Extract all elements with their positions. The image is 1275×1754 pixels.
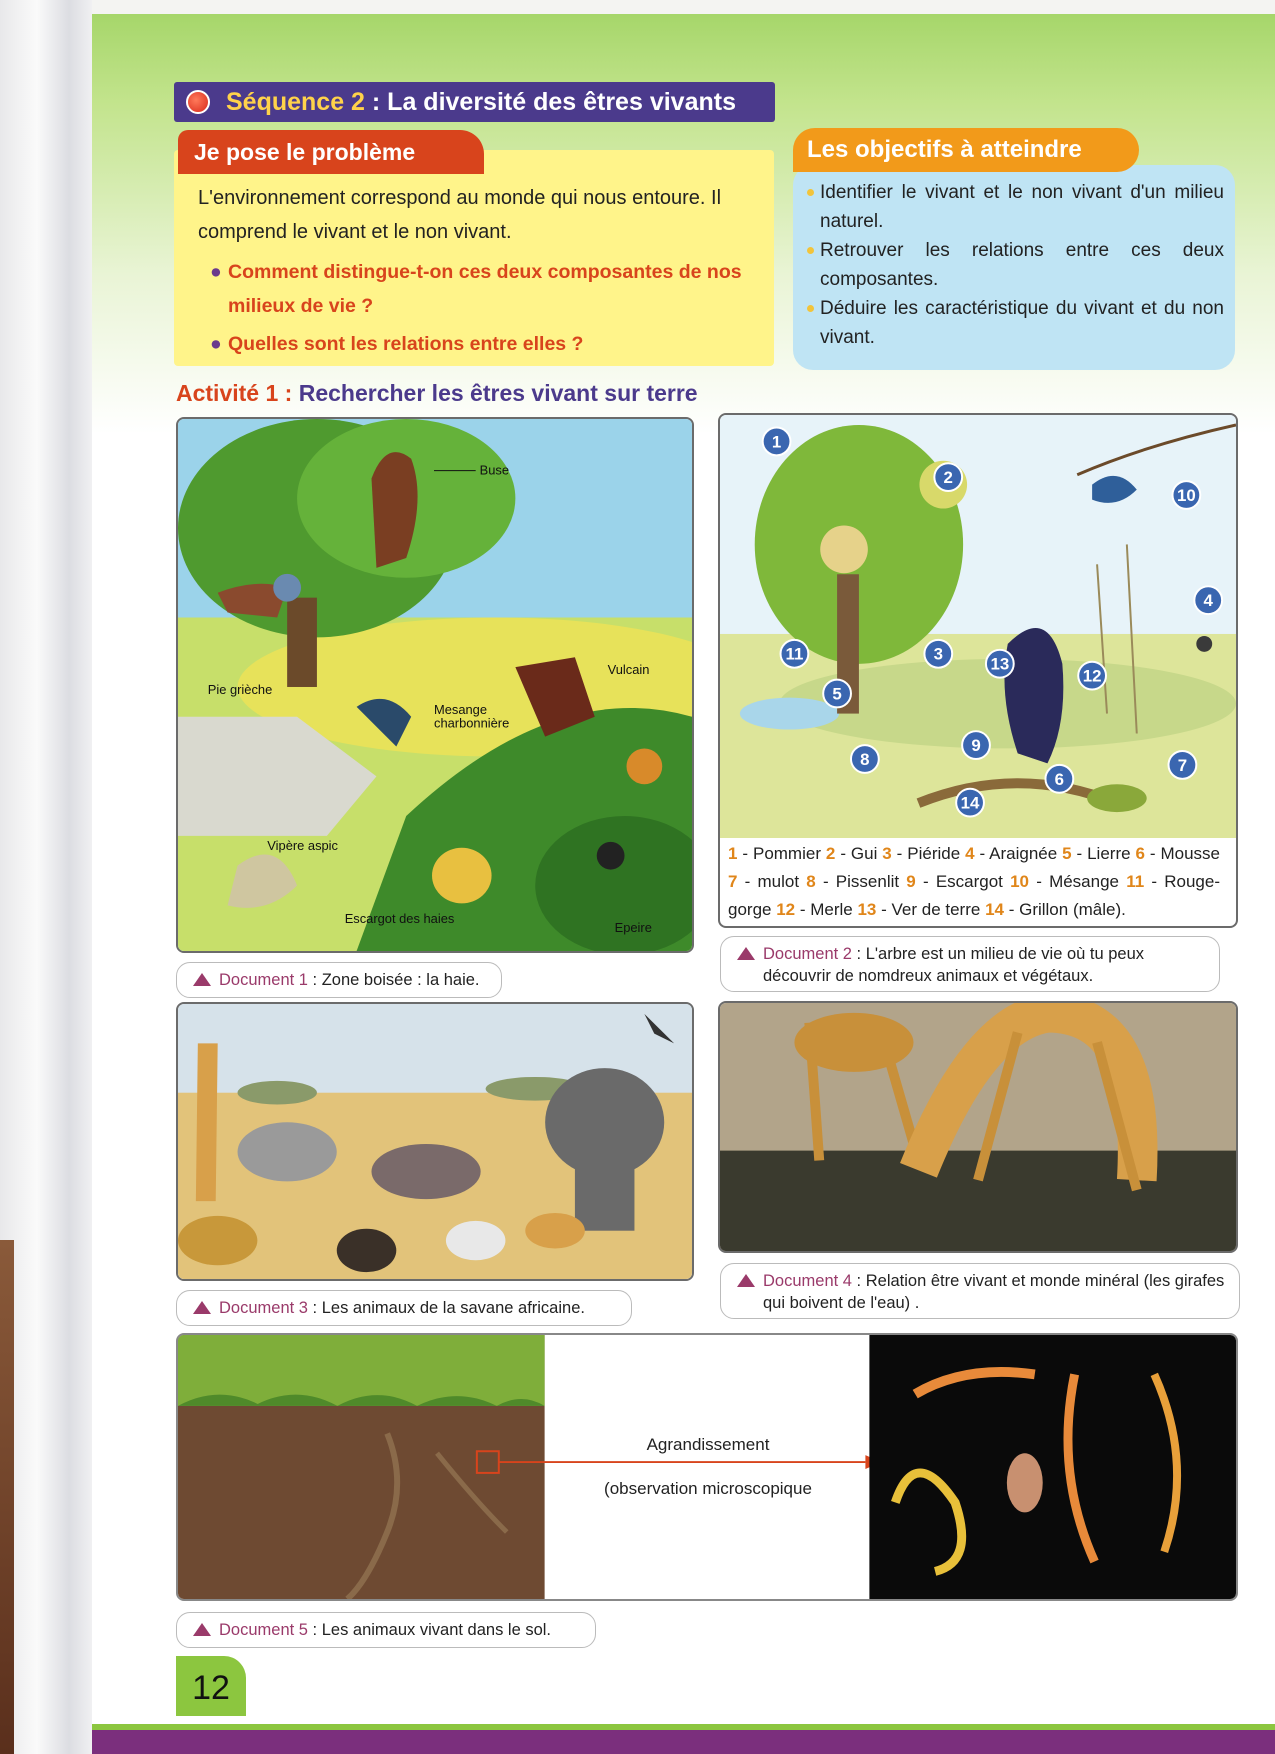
number-marker-1 xyxy=(763,428,791,456)
svg-text:9: 9 xyxy=(971,736,981,756)
probleme-intro: L'environnement correspond au monde qui nous entoure. Il comprend le vivant et le non vivant. xyxy=(198,187,722,243)
objectif-item: Déduire les caractéristique du vivant et du non vivant. xyxy=(806,294,1224,352)
svg-text:14: 14 xyxy=(960,793,980,813)
number-marker-14 xyxy=(956,789,984,817)
legend-text: - Mésange xyxy=(1029,872,1127,891)
caption-doc-label: Document 2 xyxy=(763,945,852,963)
probleme-tab: Je pose le problème xyxy=(178,130,484,174)
objectif-item: Identifier le vivant et le non vivant d'un milieu naturel. xyxy=(806,178,1224,236)
caption-triangle-icon xyxy=(737,1274,755,1287)
sequence-label: Séquence 2 xyxy=(226,88,365,116)
probleme-question-1 xyxy=(210,255,776,323)
sequence-separator: : xyxy=(364,88,381,116)
legend-number: 10 xyxy=(1010,872,1030,891)
activite-title xyxy=(176,380,698,407)
legend-text: - Grillon (mâle). xyxy=(1003,900,1126,919)
number-marker-13 xyxy=(986,650,1014,678)
svg-text:2: 2 xyxy=(943,468,953,488)
legend-number: 1 xyxy=(728,844,738,863)
sequence-banner xyxy=(174,82,775,122)
svg-text:3: 3 xyxy=(933,644,944,664)
svg-text:13: 13 xyxy=(990,654,1010,674)
caption-text: : Les animaux vivant dans le sol. xyxy=(307,1621,552,1639)
objectifs-tab: Les objectifs à atteindre xyxy=(793,128,1139,172)
caption-triangle-icon xyxy=(193,1623,211,1636)
legend-text: - Gui xyxy=(835,844,883,863)
caption-triangle-icon xyxy=(737,947,755,960)
caption-doc-label: Document 5 xyxy=(219,1621,308,1639)
legend-number: 3 xyxy=(882,844,892,863)
legend-number: 5 xyxy=(1062,844,1072,863)
legend-number: 11 xyxy=(1126,872,1145,891)
objectif-item: Retrouver les relations entre ces deux composantes. xyxy=(806,236,1224,294)
document-4-image xyxy=(718,1001,1238,1253)
legend-text: - Lierre xyxy=(1071,844,1136,863)
document-3-caption xyxy=(176,1290,632,1326)
legend-text: - Araignée xyxy=(974,844,1063,863)
label-pie-grieche: Pie grièche xyxy=(207,681,273,697)
legend-number: 2 xyxy=(825,844,836,863)
number-marker-12 xyxy=(1078,662,1106,690)
sequence-dot-icon xyxy=(186,90,210,114)
page-number: 12 xyxy=(176,1656,246,1716)
probleme-question-2 xyxy=(210,327,776,361)
book-edge xyxy=(0,1240,14,1754)
number-marker-3 xyxy=(924,640,952,668)
document-5-image xyxy=(176,1333,1238,1601)
caption-text: : L'arbre est un milieu de vie où tu peux découvrir de nomdreux animaux et végétaux. xyxy=(763,945,1145,985)
label-mesange-2: charbonnière xyxy=(434,715,510,731)
number-marker-6 xyxy=(1045,765,1073,793)
document-5-caption xyxy=(176,1612,596,1648)
activite-label: Activité 1 : xyxy=(176,380,293,406)
number-marker-4 xyxy=(1194,586,1222,614)
legend-number: 6 xyxy=(1135,844,1145,863)
caption-triangle-icon xyxy=(193,1301,211,1314)
svg-text:12: 12 xyxy=(1082,666,1102,686)
label-vipere: Vipère aspic xyxy=(267,837,339,853)
document-2-caption xyxy=(720,936,1220,992)
legend-text: - Pissenlit xyxy=(815,872,907,891)
caption-doc-label: Document 1 xyxy=(219,971,308,989)
svg-text:7: 7 xyxy=(1177,755,1188,775)
document-3-image xyxy=(176,1002,694,1281)
label-mesange-1: Mesange xyxy=(434,701,488,717)
legend-text: - Pommier xyxy=(737,844,826,863)
number-marker-10 xyxy=(1172,481,1200,509)
legend-text: - Escargot xyxy=(915,872,1011,891)
legend-text: - mulot xyxy=(737,872,807,891)
number-marker-7 xyxy=(1169,751,1197,779)
svg-text:8: 8 xyxy=(860,749,870,769)
number-marker-8 xyxy=(851,745,879,773)
legend-text: - Ver de terre xyxy=(876,900,986,919)
label-epeire: Epeire xyxy=(614,920,652,936)
number-marker-5 xyxy=(823,680,851,708)
label-escargot: Escargot des haies xyxy=(344,911,455,927)
bullet-icon: ● xyxy=(210,261,222,283)
legend-number: 14 xyxy=(985,900,1004,919)
probleme-question-2-text: Quelles sont les relations entre elles ? xyxy=(228,333,584,355)
svg-text:1: 1 xyxy=(771,432,782,452)
bullet-icon: ● xyxy=(210,333,222,355)
sequence-title: La diversité des êtres vivants xyxy=(380,88,736,116)
legend-number: 4 xyxy=(965,844,975,863)
document-1-caption xyxy=(176,962,502,998)
document-4-caption xyxy=(720,1263,1240,1319)
label-buse: Buse xyxy=(479,462,510,478)
bottom-stripe-purple xyxy=(92,1730,1275,1754)
number-marker-9 xyxy=(962,731,990,759)
document-2-legend-frame xyxy=(718,838,1238,928)
observation-label: (observation microscopique xyxy=(604,1479,812,1498)
number-marker-2 xyxy=(934,463,962,491)
agrandissement-label: Agrandissement xyxy=(646,1435,770,1454)
svg-text:6: 6 xyxy=(1054,769,1065,789)
svg-text:10: 10 xyxy=(1177,485,1196,505)
caption-triangle-icon xyxy=(193,973,211,986)
svg-text:5: 5 xyxy=(832,684,842,704)
legend-number: 8 xyxy=(806,872,816,891)
caption-doc-label: Document 4 xyxy=(763,1272,852,1290)
legend-number: 7 xyxy=(728,872,738,891)
document-2-image xyxy=(718,413,1238,838)
probleme-question-1-text: Comment distingue-t-on ces deux composantes de nos milieux de vie ? xyxy=(228,261,742,317)
caption-doc-label: Document 3 xyxy=(219,1299,308,1317)
svg-text:11: 11 xyxy=(785,644,804,664)
legend-text: - Mousse xyxy=(1144,844,1221,863)
caption-text: : Zone boisée : la haie. xyxy=(307,971,480,989)
number-marker-11 xyxy=(781,640,809,668)
legend-text: - Piéride xyxy=(891,844,966,863)
caption-text: : Relation être vivant et monde minéral (les girafes qui boivent de l'eau) . xyxy=(763,1272,1225,1312)
objectifs-list xyxy=(806,178,1224,352)
legend-text: - Merle xyxy=(795,900,858,919)
legend-number: 13 xyxy=(857,900,877,919)
activite-text: Rechercher les êtres vivant sur terre xyxy=(292,380,698,406)
document-2-number-markers xyxy=(720,415,1236,838)
label-vulcain: Vulcain xyxy=(607,662,650,678)
caption-text: : Les animaux de la savane africaine. xyxy=(307,1299,585,1317)
legend-text: - Rouge-gorge xyxy=(728,872,1220,919)
legend-number: 9 xyxy=(906,872,916,891)
document-1-image xyxy=(176,417,694,953)
legend-number: 12 xyxy=(776,900,796,919)
svg-text:4: 4 xyxy=(1203,591,1213,611)
